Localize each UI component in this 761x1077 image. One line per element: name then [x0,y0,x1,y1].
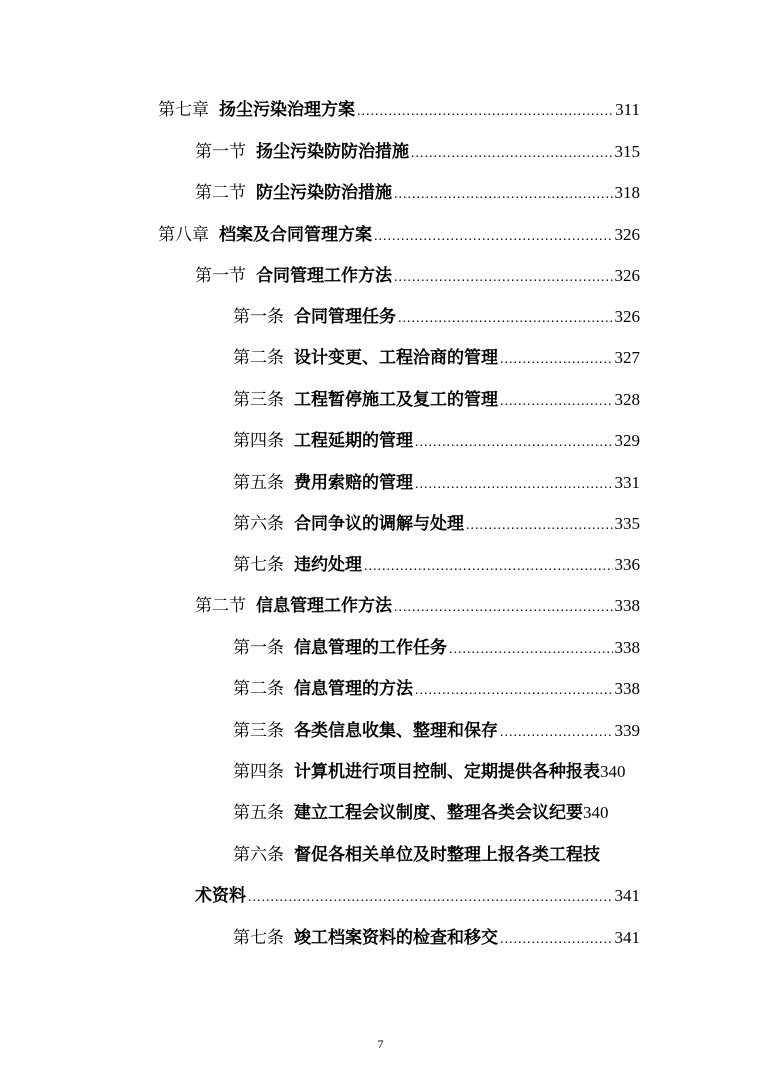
toc-entry-article[interactable] [233,469,640,497]
toc-entry-page: 338 [614,596,640,615]
dot-leader [357,98,613,126]
toc-entry-page: 318 [614,183,640,202]
toc-entry-title: 设计变更、工程洽商的管理 [294,348,498,368]
toc-entry-article-line2[interactable] [195,882,640,910]
dot-leader [394,264,613,292]
toc-entry-title: 督促各相关单位及时整理上报各类工程技 [294,845,600,865]
toc-entry-label: 第七条 [233,928,284,948]
toc-entry-label: 第七章 [158,100,209,120]
toc-entry-title: 建立工程会议制度、整理各类会议纪要 [294,803,583,823]
toc-entry-label: 第一节 [195,142,246,162]
toc-entry-section[interactable] [195,179,640,207]
toc-entry-label: 第四条 [233,431,284,451]
dot-leader [248,884,613,912]
toc-entry-page: 338 [614,638,640,657]
toc-entry-title: 竣工档案资料的检查和移交 [294,928,498,948]
toc-entry-page: 331 [614,473,640,492]
toc-entry-label: 第六条 [233,514,284,534]
toc-entry-page: 311 [615,100,640,119]
dot-leader [466,512,613,540]
dot-leader [500,926,613,954]
toc-entry-article[interactable] [233,799,653,827]
toc-entry-article[interactable] [233,758,663,786]
toc-entry-page: 336 [614,555,640,574]
toc-entry-title: 工程暂停施工及复工的管理 [294,390,498,410]
toc-entry-title: 各类信息收集、整理和保存 [294,721,498,741]
toc-entry-article[interactable] [233,551,640,579]
toc-entry-page: 315 [614,142,640,161]
toc-entry-page: 326 [614,225,640,244]
toc-entry-label: 第八章 [158,225,209,245]
dot-leader [374,223,613,251]
toc-entry-page: 326 [614,307,640,326]
toc-entry-page: 340 [600,762,626,781]
toc-entry-label: 第一节 [195,266,246,286]
dot-leader [500,346,613,374]
toc-entry-title: 工程延期的管理 [294,431,413,451]
dot-leader [394,594,613,622]
toc-entry-article[interactable] [233,303,640,331]
toc-entry-title: 合同管理任务 [294,307,396,327]
toc-entry-chapter-8[interactable] [158,221,640,249]
toc-entry-label: 第五条 [233,803,284,823]
toc-entry-title: 合同争议的调解与处理 [294,514,464,534]
toc-entry-page: 328 [614,390,640,409]
toc-entry-label: 第二条 [233,348,284,368]
toc-entry-title: 信息管理工作方法 [256,596,392,616]
toc-entry-title: 费用索赔的管理 [294,473,413,493]
toc-entry-section[interactable] [195,138,640,166]
toc-entry-article[interactable] [233,386,640,414]
toc-entry-label: 第一条 [233,638,284,658]
dot-leader [415,677,613,705]
toc-entry-label: 第三条 [233,721,284,741]
toc-entry-article[interactable] [233,344,640,372]
toc-entry-label: 第二节 [195,183,246,203]
toc-entry-section[interactable] [195,592,640,620]
toc-entry-title: 信息管理的工作任务 [294,638,447,658]
toc-entry-title: 信息管理的方法 [294,679,413,699]
dot-leader [449,636,613,664]
toc-entry-page: 339 [614,721,640,740]
dot-leader [415,471,613,499]
toc-entry-title-continued: 术资料 [195,886,246,906]
toc-entry-title: 档案及合同管理方案 [219,225,372,245]
toc-entry-page: 340 [583,803,609,822]
toc-entry-label: 第一条 [233,307,284,327]
toc-entry-section[interactable] [195,262,640,290]
toc-entry-chapter-7[interactable] [158,96,640,124]
toc-entry-page: 326 [614,266,640,285]
toc-entry-article[interactable] [233,634,640,662]
toc-entry-article[interactable] [233,717,640,745]
toc-entry-label: 第四条 [233,762,284,782]
dot-leader [398,305,613,333]
toc-entry-page: 327 [614,348,640,367]
toc-entry-label: 第六条 [233,845,284,865]
toc-entry-label: 第二条 [233,679,284,699]
toc-entry-article[interactable] [233,924,640,952]
toc-entry-page: 341 [614,886,640,905]
toc-entry-article[interactable] [233,427,640,455]
toc-entry-title: 合同管理工作方法 [256,266,392,286]
toc-entry-article[interactable] [233,510,640,538]
toc-entry-label: 第二节 [195,596,246,616]
toc-entry-page: 338 [614,679,640,698]
dot-leader [500,719,613,747]
dot-leader [500,388,613,416]
toc-entry-title: 防尘污染防治措施 [256,183,392,203]
toc-entry-title: 扬尘污染防防治措施 [256,142,409,162]
toc-entry-page: 341 [614,928,640,947]
toc-entry-title: 扬尘污染治理方案 [219,100,355,120]
toc-entry-page: 329 [614,431,640,450]
toc-entry-label: 第三条 [233,390,284,410]
toc-entry-label: 第五条 [233,473,284,493]
toc-entry-page: 335 [614,514,640,533]
dot-leader [394,181,613,209]
dot-leader [364,553,613,581]
toc-entry-title: 计算机进行项目控制、定期提供各种报表 [294,762,600,782]
toc-entry-article-line1[interactable] [233,841,653,869]
toc-entry-label: 第七条 [233,555,284,575]
page-number: 7 [377,1037,384,1051]
dot-leader [411,140,613,168]
dot-leader [415,429,613,457]
toc-entry-title: 违约处理 [294,555,362,575]
toc-entry-article[interactable] [233,675,640,703]
